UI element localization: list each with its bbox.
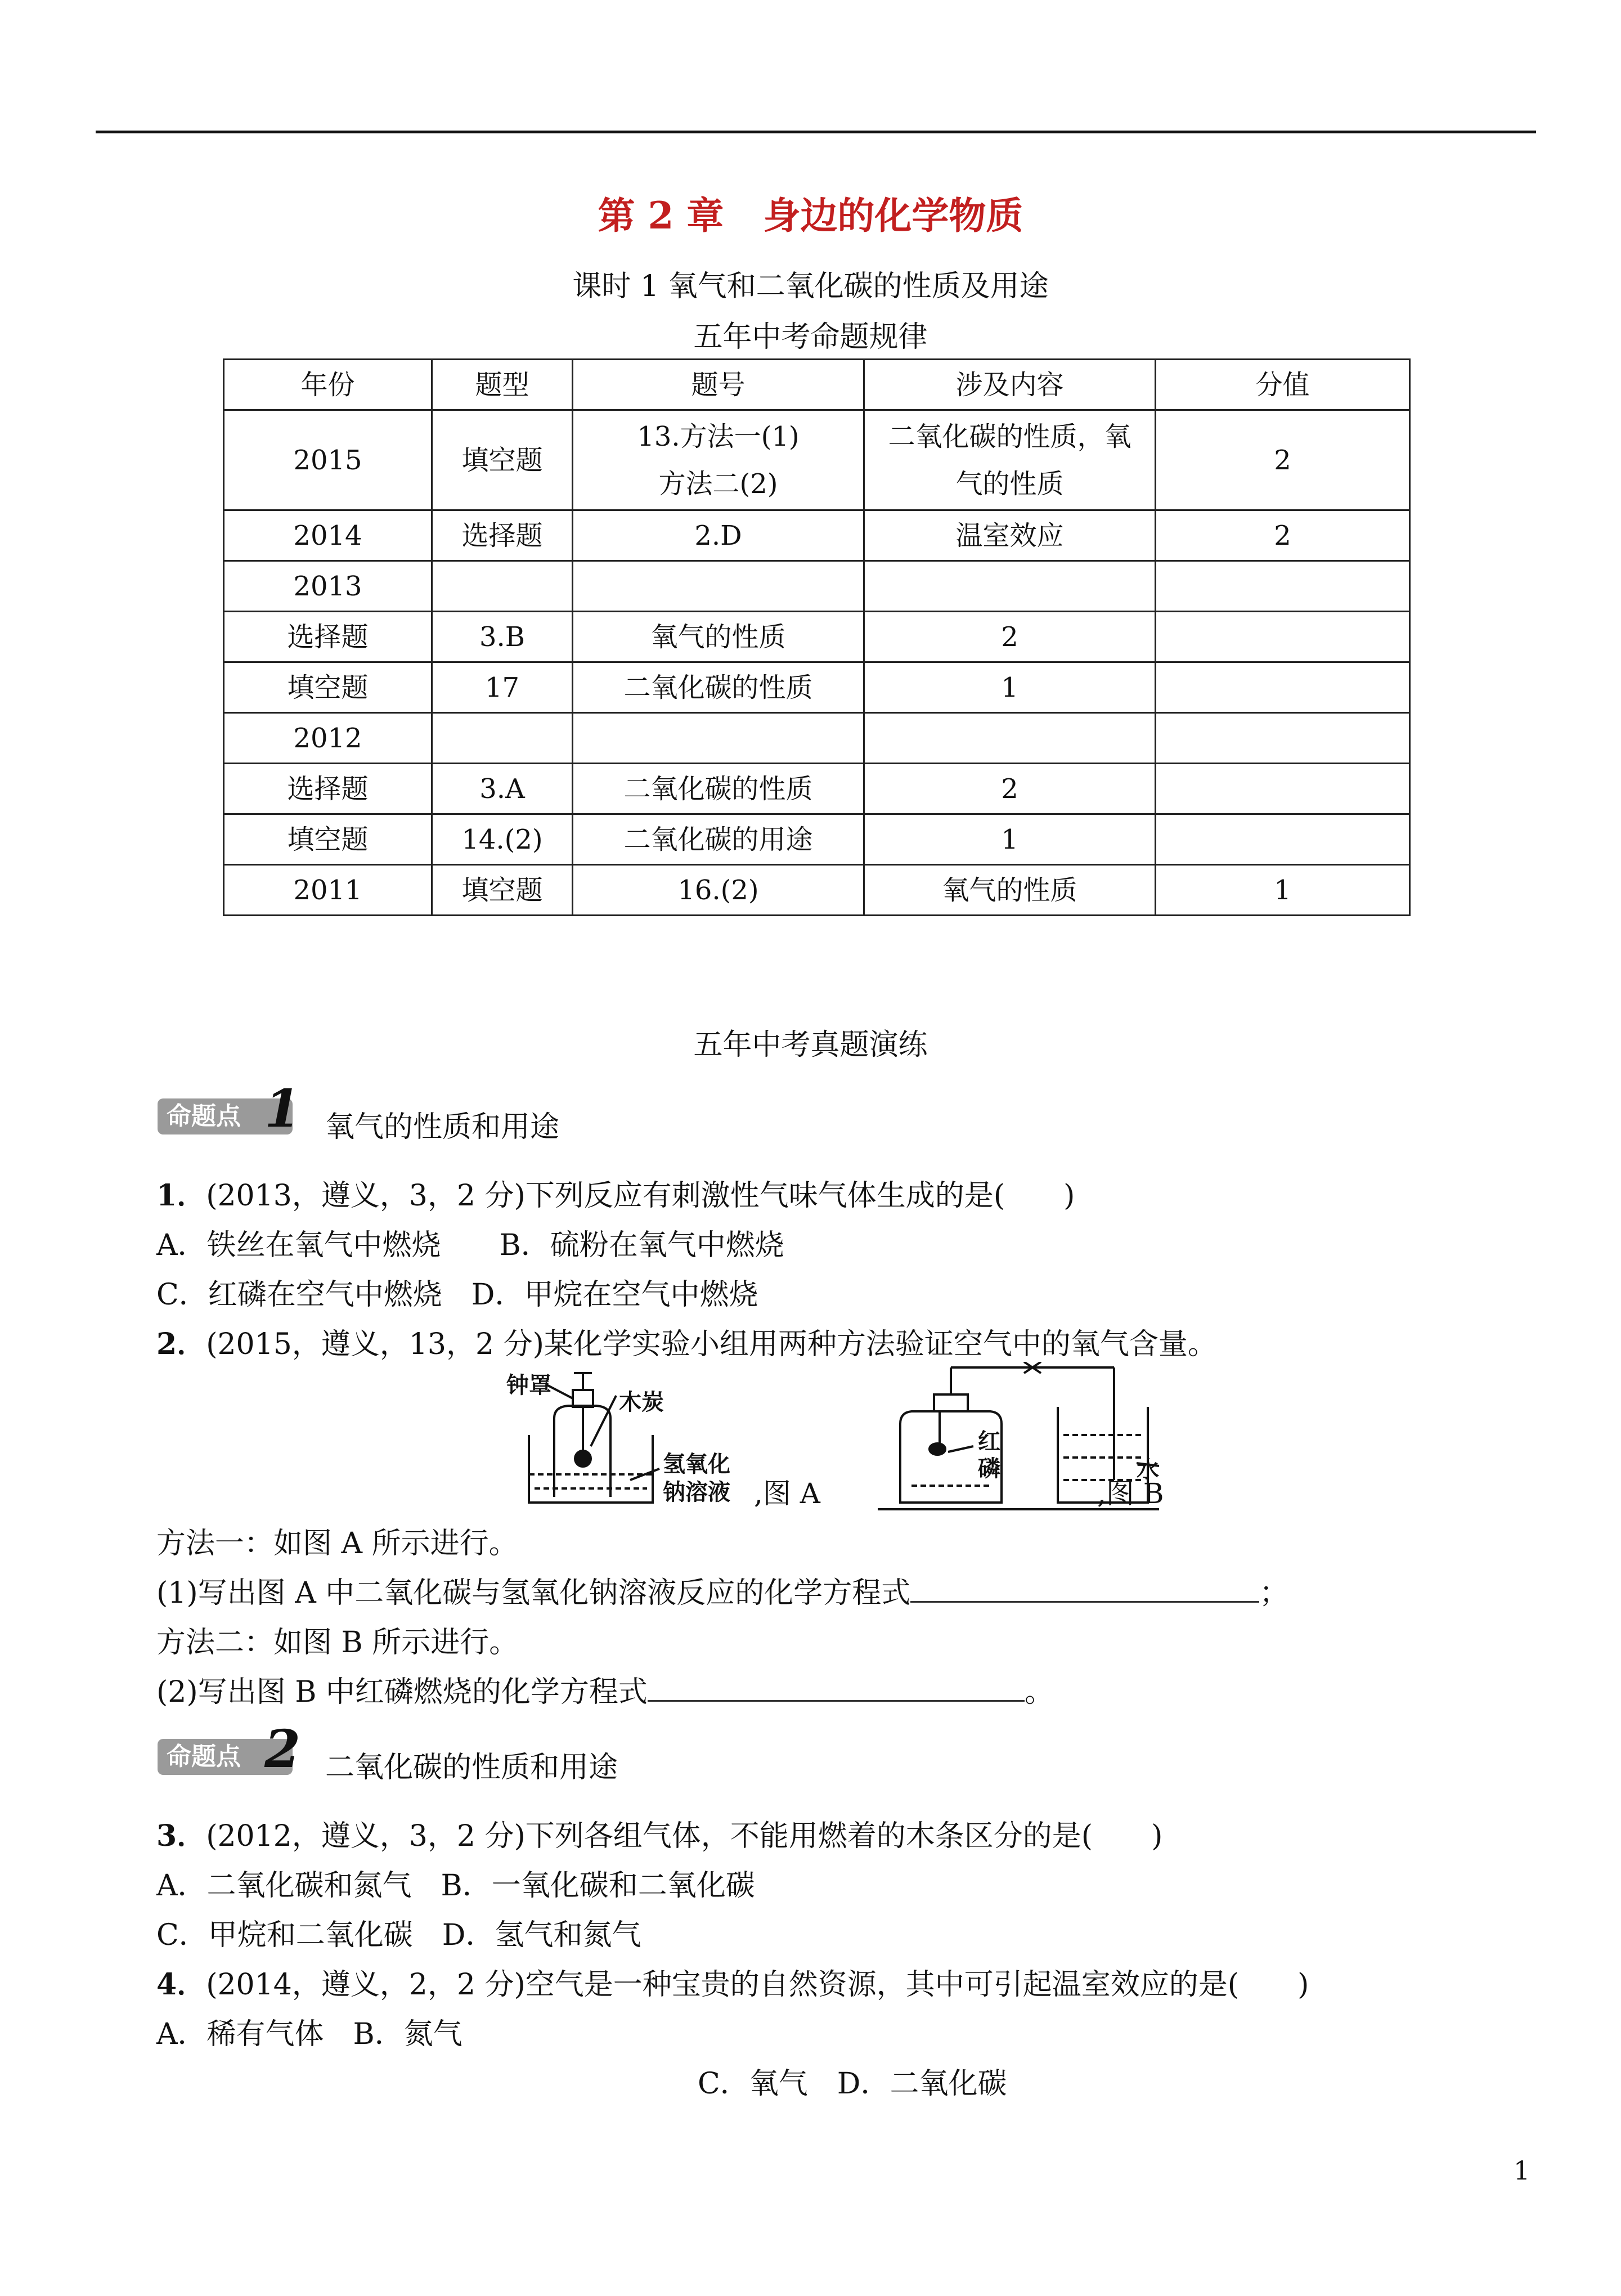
- question-number: 4．: [156, 1967, 206, 2002]
- label-water: 水: [1137, 1457, 1159, 1483]
- table-cell: 2.D: [573, 510, 864, 561]
- table-cell: 17: [432, 662, 573, 713]
- table-cell: [432, 713, 573, 764]
- table-cell: 氧气的性质: [573, 612, 864, 662]
- question-1-options-ab: A．铁丝在氧气中燃烧 B．硫粉在氧气中燃烧: [156, 1228, 784, 1262]
- table-cell: 2013: [224, 561, 432, 612]
- label-red-phosphorus-2: 磷: [978, 1456, 1000, 1482]
- cell-line: 13.方法一(1): [637, 420, 800, 452]
- table-cell: [864, 713, 1156, 764]
- table-cell: 二氧化碳的用途: [573, 814, 864, 865]
- question-4-options-cd: C．氧气 D．二氧化碳: [698, 2067, 1007, 2101]
- question-2-stem: [156, 1320, 1217, 1362]
- label-bell-jar: 钟罩: [506, 1373, 551, 1398]
- part-text: (2)写出图 B 中红磷燃烧的化学方程式: [156, 1675, 648, 1709]
- table-cell: 16.(2): [573, 865, 864, 916]
- question-4-options-ab: A．稀有气体 B．氮气: [156, 2017, 462, 2051]
- punctuation: ；: [1259, 1576, 1289, 1610]
- table-cell: [1156, 713, 1410, 764]
- table-cell: [432, 561, 573, 612]
- table-row: [224, 561, 1410, 612]
- practice-heading: 五年中考真题演练: [693, 1028, 928, 1062]
- table-cell: [1156, 612, 1410, 662]
- table-cell: [1156, 814, 1410, 865]
- table-cell: 2012: [224, 713, 432, 764]
- table-cell: 填空题: [224, 662, 432, 713]
- exam-stats-table: [223, 358, 1411, 916]
- topic-badge-1: [158, 1078, 300, 1139]
- cell-line: 二氧化碳的性质，氧: [888, 420, 1131, 452]
- table-cell: 2015: [224, 410, 432, 510]
- table-cell: 填空题: [432, 865, 573, 916]
- table-cell: 1: [864, 662, 1156, 713]
- experiment-figures: [506, 1362, 1170, 1519]
- question-number: 1．: [156, 1178, 206, 1213]
- table-cell: [1156, 764, 1410, 814]
- method-1: 方法一：如图 A 所示进行。: [156, 1527, 518, 1560]
- question-number: 2．: [156, 1327, 206, 1361]
- topic-badge-label: 命题点: [167, 1102, 241, 1131]
- table-cell: 2: [864, 612, 1156, 662]
- table-cell: 二氧化碳的性质: [573, 764, 864, 814]
- topic-title-2: 二氧化碳的性质和用途: [325, 1751, 618, 1784]
- header-rule: [96, 131, 1536, 133]
- method-2: 方法二：如图 B 所示进行。: [156, 1626, 519, 1660]
- table-cell: 填空题: [224, 814, 432, 865]
- part-text: (1)写出图 A 中二氧化碳与氢氧化钠溶液反应的化学方程式: [156, 1576, 911, 1610]
- figure-a-caption: ,图 A: [754, 1477, 820, 1510]
- table-cell: 选择题: [224, 612, 432, 662]
- apparatus-diagram: [518, 1362, 1170, 1519]
- table-cell: [573, 561, 864, 612]
- table-row: [224, 764, 1410, 814]
- question-text: (2013，遵义，3，2 分)下列反应有刺激性气味气体生成的是( ): [206, 1179, 1075, 1213]
- header-cell: 分值: [1156, 360, 1410, 410]
- topic-badge-2: [158, 1719, 300, 1779]
- table-cell: 1: [1156, 865, 1410, 916]
- table-cell: [864, 561, 1156, 612]
- label-charcoal: 木炭: [619, 1389, 664, 1415]
- table-row: [224, 510, 1410, 561]
- table-cell: 二氧化碳的性质: [573, 662, 864, 713]
- table-caption: 五年中考命题规律: [693, 320, 928, 354]
- chapter-number: 第 2 章: [598, 194, 724, 237]
- table-cell: 3.B: [432, 612, 573, 662]
- page-number: 1: [1514, 2155, 1530, 2186]
- table-cell: [573, 410, 864, 510]
- table-cell: 氧气的性质: [864, 865, 1156, 916]
- table-cell: 温室效应: [864, 510, 1156, 561]
- label-red-phosphorus-1: 红: [978, 1429, 1000, 1455]
- table-cell: [864, 410, 1156, 510]
- answer-blank-1[interactable]: [910, 1576, 1259, 1603]
- question-3-options-ab: A．二氧化碳和氮气 B．一氧化碳和二氧化碳: [156, 1869, 755, 1903]
- table-cell: [1156, 662, 1410, 713]
- table-cell: 填空题: [432, 410, 573, 510]
- question-text: (2015，遵义，13，2 分)某化学实验小组用两种方法验证空气中的氧气含量。: [206, 1328, 1217, 1361]
- chapter-title: [0, 186, 1621, 239]
- topic-badge-number: 1: [264, 1078, 300, 1139]
- header-cell: 题型: [432, 360, 573, 410]
- question-number: 3．: [156, 1819, 206, 1853]
- topic-title-1: 氧气的性质和用途: [325, 1110, 560, 1144]
- header-cell: 题号: [573, 360, 864, 410]
- table-row: [224, 612, 1410, 662]
- punctuation: 。: [1024, 1675, 1054, 1709]
- question-3-options-cd: C．甲烷和二氧化碳 D．氢气和氮气: [156, 1918, 641, 1952]
- table-row: [224, 410, 1410, 510]
- question-text: (2014，遵义，2，2 分)空气是一种宝贵的自然资源，其中可引起温室效应的是( ): [206, 1968, 1309, 2002]
- label-naoh-2: 钠溶液: [663, 1479, 730, 1505]
- table-cell: 2: [864, 764, 1156, 814]
- table-cell: 14.(2): [432, 814, 573, 865]
- table-row: [224, 865, 1410, 916]
- table-row: [224, 814, 1410, 865]
- table-row: [224, 662, 1410, 713]
- question-1-options-cd: C．红磷在空气中燃烧 D．甲烷在空气中燃烧: [156, 1278, 758, 1312]
- table-row: [224, 713, 1410, 764]
- table-cell: 1: [864, 814, 1156, 865]
- table-cell: 2011: [224, 865, 432, 916]
- header-cell: 年份: [224, 360, 432, 410]
- answer-blank-2[interactable]: [648, 1675, 1025, 1702]
- question-2-part-1: [156, 1569, 1288, 1611]
- label-naoh-1: 氢氧化: [663, 1451, 730, 1477]
- table-cell: [1156, 561, 1410, 612]
- question-2-part-2: [156, 1668, 1054, 1710]
- table-header-row: [224, 360, 1410, 410]
- figure-b-caption: ,图 B: [1097, 1477, 1164, 1510]
- question-4-stem: [156, 1961, 1309, 2003]
- table-cell: 2: [1156, 410, 1410, 510]
- table-cell: [573, 713, 864, 764]
- table-cell: 2014: [224, 510, 432, 561]
- cell-line: 方法二(2): [658, 468, 778, 500]
- table-cell: 3.A: [432, 764, 573, 814]
- topic-badge-label: 命题点: [167, 1742, 241, 1771]
- header-cell: 涉及内容: [864, 360, 1156, 410]
- question-1-stem: [156, 1172, 1075, 1214]
- question-3-stem: [156, 1812, 1162, 1854]
- topic-badge-number: 2: [264, 1719, 300, 1779]
- cell-line: 气的性质: [955, 468, 1064, 500]
- lesson-title: 课时 1 氧气和二氧化碳的性质及用途: [572, 270, 1049, 303]
- question-text: (2012，遵义，3，2 分)下列各组气体，不能用燃着的木条区分的是( ): [206, 1819, 1163, 1853]
- table-cell: 选择题: [432, 510, 573, 561]
- chapter-name: 身边的化学物质: [763, 194, 1023, 237]
- table-cell: 2: [1156, 510, 1410, 561]
- table-cell: 选择题: [224, 764, 432, 814]
